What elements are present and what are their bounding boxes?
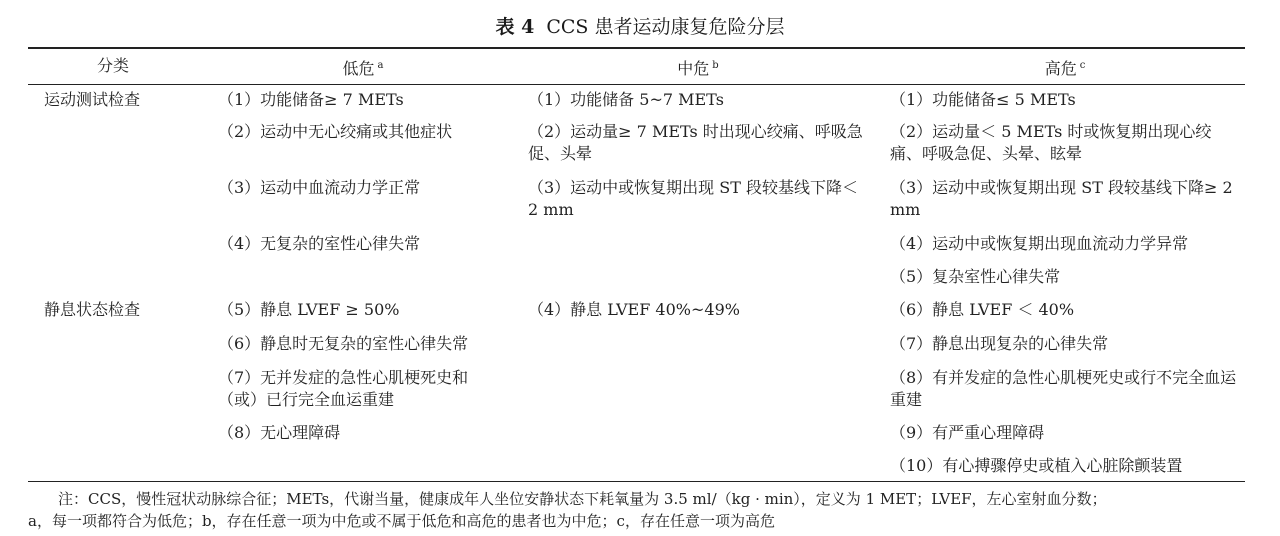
high-item-7: （7）静息出现复杂的心律失常 [890,334,1109,353]
low-item-1: （1）功能储备≥ 7 METs [218,90,404,109]
top-rule [28,47,1245,49]
header-low-label: 低危 [342,59,375,78]
high-item-2: （2）运动量＜ 5 METs 时或恢复期出现心绞痛、呼吸急促、头晕、眩晕 [890,122,1212,163]
table-title-text: CCS 患者运动康复危险分层 [546,16,785,38]
section-rest-state: 静息状态检查 [44,300,141,319]
footnote-line-2: a，每一项都符合为低危；b，存在任意一项为中危或不属于低危和高危的患者也为中危；c，存在任意一项为高危 [28,512,775,530]
high-item-5: （5）复杂室性心律失常 [890,267,1061,286]
low-item-5: （5）静息 LVEF ≥ 50% [218,300,400,319]
header-high-risk [890,55,1240,80]
low-item-6: （6）静息时无复杂的室性心律失常 [218,334,469,353]
high-item-6: （6）静息 LVEF ＜ 40% [890,300,1075,319]
header-low-footnote: a [377,60,384,71]
header-high-label: 高危 [1044,59,1077,78]
low-item-2: （2）运动中无心绞痛或其他症状 [218,122,453,141]
mid-item-2: （2）运动量≥ 7 METs 时出现心绞痛、呼吸急促、头晕 [528,122,863,163]
low-item-7: （7）无并发症的急性心肌梗死史和（或）已行完全血运重建 [218,368,469,409]
high-item-8: （8）有并发症的急性心肌梗死史或行不完全血运重建 [890,368,1237,409]
bottom-rule [28,481,1245,482]
header-low-risk [218,55,508,80]
low-item-8: （8）无心理障碍 [218,423,341,442]
high-item-9: （9）有严重心理障碍 [890,423,1045,442]
header-mid-label: 中危 [677,59,710,78]
high-item-1: （1）功能储备≤ 5 METs [890,90,1076,109]
high-item-3: （3）运动中或恢复期出现 ST 段较基线下降≥ 2 mm [890,178,1233,219]
header-category-label: 分类 [96,56,129,75]
mid-item-3: （3）运动中或恢复期出现 ST 段较基线下降＜ 2 mm [528,178,858,219]
footnote-line-1: 注：CCS，慢性冠状动脉综合征；METs，代谢当量，健康成年人坐位安静状态下耗氧量为 3.5 ml/（kg · min），定义为 1 MET；LVEF，左心室射血分数； [58,490,1107,508]
table-number: 表 4 [495,16,535,38]
high-item-4: （4）运动中或恢复期出现血流动力学异常 [890,234,1189,253]
table-title [0,14,1280,40]
low-item-3: （3）运动中血流动力学正常 [218,178,421,197]
high-item-10: （10）有心搏骤停史或植入心脏除颤装置 [890,456,1183,475]
section-exercise-test: 运动测试检查 [44,90,141,109]
header-rule [28,84,1245,85]
header-mid-risk [528,55,868,80]
mid-item-4: （4）静息 LVEF 40%~49% [528,300,740,319]
header-high-footnote: c [1079,60,1086,71]
low-item-4: （4）无复杂的室性心律失常 [218,234,421,253]
header-mid-footnote: b [712,60,719,71]
mid-item-1: （1）功能储备 5~7 METs [528,90,724,109]
header-category [28,55,198,77]
